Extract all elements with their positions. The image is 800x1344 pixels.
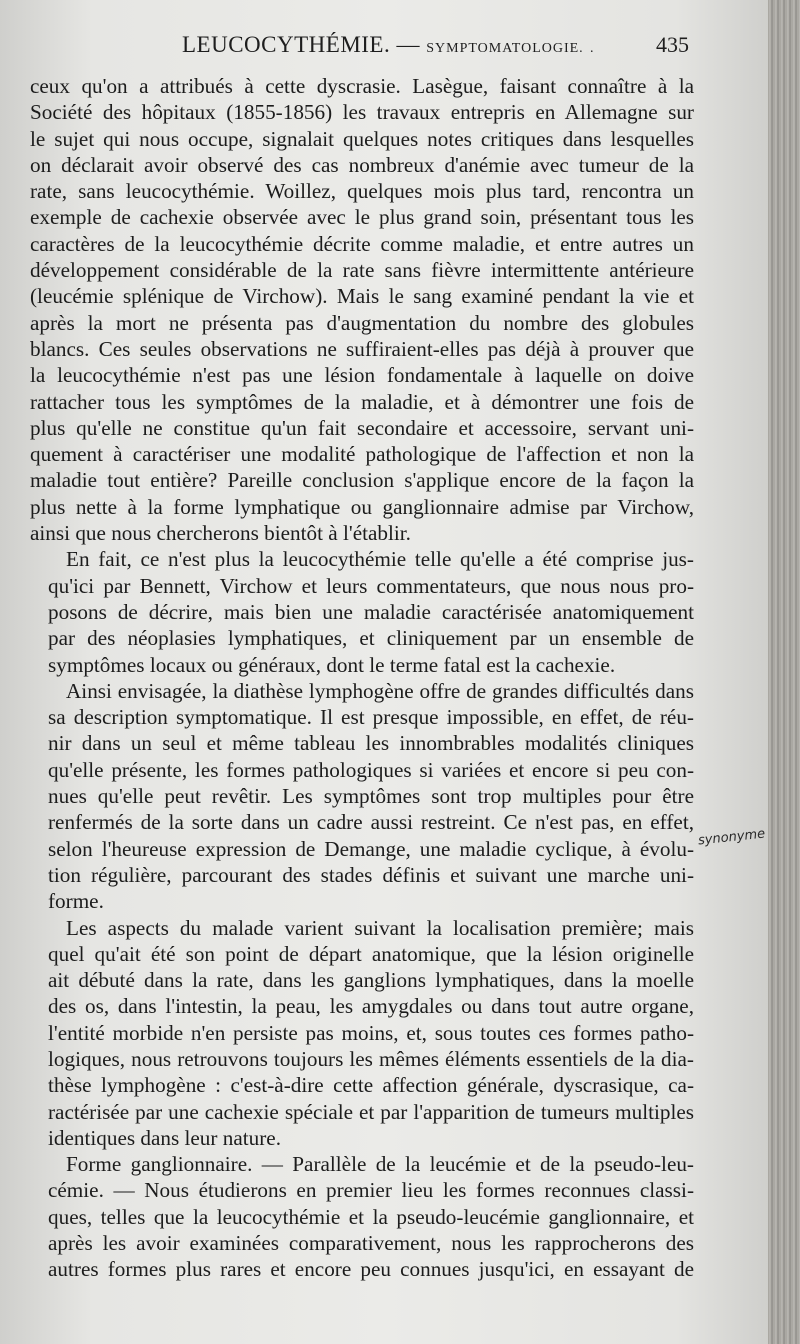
text-line: forme.	[48, 889, 104, 914]
text-line: (leucémie splénique de Virchow). Mais le sang examiné pendant la vie et	[30, 284, 694, 309]
section-heading-line: Forme ganglionnaire. — Parallèle de la leucémie et de la pseudo-leu-	[66, 1152, 694, 1177]
running-header	[0, 32, 768, 62]
text-line: l'entité morbide n'en persiste pas moins, et, sous toutes ces formes patho-	[48, 1020, 694, 1045]
text-line: rate, sans leucocythémie. Woillez, quelques mois plus tard, rencontra un	[30, 179, 694, 204]
text-line: autres formes plus rares et encore peu connues jusqu'ici, en essayant de	[48, 1257, 694, 1282]
text-line: exemple de cachexie observée avec le plus grand soin, présentant tous les	[30, 205, 694, 230]
text-line: après la mort ne présenta pas d'augmentation du nombre des globules	[30, 310, 694, 335]
paragraph	[30, 73, 694, 546]
text-line: posons de décrire, mais bien une maladie caractérisée anatomiquement	[48, 599, 694, 624]
text-line: des os, dans l'intestin, la peau, les amygdales ou dans tout autre organe,	[48, 994, 694, 1019]
text-line: ceux qu'on a attribués à cette dyscrasie. Lasègue, faisant connaître à la	[30, 74, 694, 98]
text-line: ait débuté dans la rate, dans les ganglions lymphatiques, dans la moelle	[48, 968, 694, 993]
page-number: 435	[656, 32, 689, 57]
text-line: Les aspects du malade varient suivant la localisation première; mais	[66, 915, 694, 940]
text-line: logiques, nous retrouvons toujours les mêmes éléments essentiels de la dia-	[48, 1046, 694, 1071]
text-line: par des néoplasies lymphatiques, et cliniquement par un ensemble de	[48, 626, 694, 651]
text-line: selon l'heureuse expression de Demange, une maladie cyclique, à évolu-	[48, 836, 694, 861]
text-line: nues qu'elle peut revêtir. Les symptômes sont trop multiples pour être	[48, 784, 694, 809]
text-line: Ainsi envisagée, la diathèse lymphogène offre de grandes difficultés dans	[66, 678, 694, 703]
text-line: En fait, ce n'est plus la leucocythémie telle qu'elle a été comprise jus-	[66, 547, 694, 572]
text-line: symptômes locaux ou généraux, dont le terme fatal est la cachexie.	[48, 652, 616, 677]
paragraph	[30, 1151, 694, 1282]
text-line: ques, telles que la leucocythémie et la pseudo-leucémie ganglionnaire, et	[48, 1204, 694, 1229]
text-line: développement considérable de la rate sans fièvre intermittente antérieure	[30, 258, 694, 283]
text-line: qu'ici par Bennett, Virchow et leurs commentateurs, que nous nous pro-	[48, 573, 694, 598]
text-line: sa description symptomatique. Il est presque impossible, en effet, de réu-	[48, 705, 694, 730]
body-text	[30, 73, 694, 1283]
handwritten-margin-note: synonyme	[697, 826, 766, 849]
text-line: on déclarait avoir observé des cas nombreux d'anémie avec tumeur de la	[30, 152, 694, 177]
text-line: le sujet qui nous occupe, signalait quelques notes critiques dans lesquelles	[30, 126, 694, 151]
text-line: thèse lymphogène : c'est-à-dire cette affection générale, dyscrasique, ca-	[48, 1073, 694, 1098]
text-line: qu'elle présente, les formes pathologiques si variées et encore si peu con-	[48, 757, 694, 782]
text-line: quement à caractériser une modalité pathologique de l'affection et non la	[30, 442, 694, 467]
text-line: blancs. Ces seules observations ne suffiraient-elles pas déjà à prouver que	[30, 336, 694, 361]
text-line: nir dans un seul et même tableau les innombrables modalités cliniques	[48, 731, 694, 756]
paragraph	[30, 915, 694, 1152]
text-line: cémie. — Nous étudierons en premier lieu les formes reconnues classi-	[48, 1178, 694, 1203]
text-line: plus nette à la forme lymphatique ou ganglionnaire admise par Virchow,	[30, 494, 694, 519]
text-line: quel qu'ait été son point de départ anatomique, que la lésion originelle	[48, 941, 694, 966]
text-line: ainsi que nous chercherons bientôt à l'établir.	[30, 521, 411, 546]
paragraph	[30, 546, 694, 677]
paragraph	[30, 678, 694, 915]
text-line: renfermés de la sorte dans un cadre aussi restreint. Ce n'est pas, en effet,	[48, 810, 694, 835]
text-line: après les avoir examinées comparativement, nous les rapprocherons des	[48, 1231, 694, 1256]
running-title: LEUCOCYTHÉMIE. — SYMPTOMATOLOGIE. .	[182, 32, 595, 57]
text-line: ractérisée par une cachexie spéciale et par l'apparition de tumeurs multiples	[48, 1099, 694, 1124]
text-line: tion régulière, parcourant des stades définis et suivant une marche uni-	[48, 862, 694, 887]
text-line: maladie tout entière? Pareille conclusion s'applique encore de la façon la	[30, 468, 694, 493]
text-line: caractères de la leucocythémie décrite comme maladie, et entre autres un	[30, 231, 694, 256]
text-line: la leucocythémie n'est pas une lésion fondamentale à laquelle on doive	[30, 363, 694, 388]
text-line: Société des hôpitaux (1855-1856) les travaux entrepris en Allemagne sur	[30, 100, 694, 125]
text-line: rattacher tous les symptômes de la maladie, et à démontrer une fois de	[30, 389, 694, 414]
text-line: identiques dans leur nature.	[48, 1125, 281, 1150]
text-line: plus qu'elle ne constitue qu'un fait secondaire et accessoire, servant uni-	[30, 415, 694, 440]
page-edge-stack	[768, 0, 800, 1344]
